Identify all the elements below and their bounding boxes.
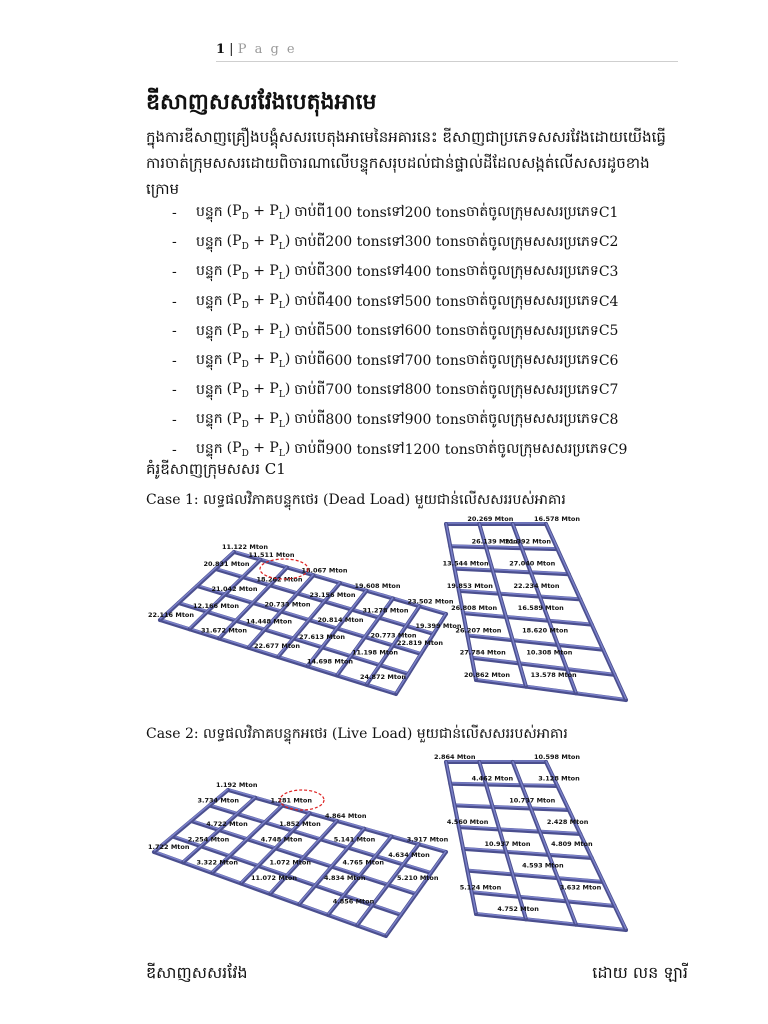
to-word: ទៅ (386, 204, 405, 221)
reaction-label: 4.809 Mton (551, 839, 593, 848)
load-formula (227, 203, 291, 222)
load-list-item (172, 346, 692, 376)
reaction-label: 10.598 Mton (534, 753, 581, 761)
reaction-label: 20.862 Mton (464, 671, 511, 679)
formula-mid: + P (248, 380, 279, 397)
load-formula (227, 381, 291, 400)
beam-highlight (472, 891, 615, 905)
load-list-item (172, 198, 692, 228)
reaction-label: 16.578 Mton (534, 516, 581, 523)
reaction-label: 4.634 Mton (388, 850, 430, 859)
load-to: 700 tons (404, 352, 467, 369)
load-to: 900 tons (404, 411, 467, 428)
load-formula (227, 440, 291, 459)
reaction-label: 1.852 Mton (279, 819, 321, 828)
reaction-label: 26.808 Mton (451, 604, 498, 613)
formula-mid: + P (248, 440, 279, 457)
from-word: ចាប់ពី (294, 322, 326, 339)
reaction-label: 20.831 Mton (203, 560, 250, 568)
load-to: 200 tons (404, 204, 467, 221)
beam (476, 914, 626, 930)
column-group: C1 (598, 204, 619, 221)
to-word: ទៅ (386, 233, 405, 250)
group-suffix: ចាត់ចូលក្រុមសសរប្រភេទ (466, 263, 599, 280)
to-word: ទៅ (386, 293, 405, 310)
section-heading: គំរូឌីសាញក្រុមសសរ C1 (146, 460, 286, 478)
formula-open: (P (226, 321, 242, 338)
reaction-label: 1.192 Mton (216, 781, 258, 789)
list-dash: - (172, 204, 177, 221)
load-formula (227, 263, 291, 282)
load-to: 300 tons (404, 234, 467, 251)
from-word: ចាប់ពី (294, 352, 326, 369)
formula-open: (P (226, 262, 242, 279)
formula-sub-dead: D (241, 360, 249, 371)
to-word: ទៅ (386, 352, 405, 369)
group-suffix: ចាត់ចូលក្រុមសសរប្រភេទ (466, 411, 599, 428)
reaction-label: 4.748 Mton (260, 835, 303, 844)
load-list-item (172, 405, 692, 435)
load-list-item (172, 316, 692, 346)
reaction-label: 14.448 Mton (246, 617, 293, 626)
reaction-label: 1.072 Mton (269, 858, 311, 867)
load-prefix: បន្ទុក (196, 411, 223, 428)
reaction-label: 27.040 Mton (509, 559, 556, 568)
reaction-label: 4.722 Mton (206, 819, 248, 828)
beam-highlight (463, 848, 592, 857)
reaction-label: 13.544 Mton (442, 559, 489, 568)
column-group: C3 (598, 263, 619, 280)
group-suffix: ចាត់ចូលក្រុមសសរប្រភេទ (466, 204, 599, 221)
formula-sub-live: L (278, 212, 285, 223)
reaction-label: 11.122 Mton (222, 543, 269, 551)
formula-close: ) (284, 262, 291, 279)
formula-sub-dead: D (241, 271, 249, 282)
reaction-label: 5.210 Mton (397, 874, 439, 882)
load-to: 400 tons (404, 263, 467, 280)
reaction-label: 4.560 Mton (446, 818, 489, 827)
group-suffix: ចាត់ចូលក្រុមសសរប្រភេទ (466, 381, 599, 398)
reaction-label: 22.677 Mton (254, 642, 301, 650)
footer-author: ដោយ លន ឡារី (592, 963, 688, 982)
beam (463, 849, 592, 858)
formula-close: ) (284, 351, 291, 368)
formula-sub-live: L (278, 389, 285, 400)
list-dash: - (172, 263, 177, 280)
reaction-label: 4.752 Mton (497, 905, 539, 913)
load-from: 200 tons (325, 234, 387, 251)
formula-open: (P (226, 351, 242, 368)
reaction-label: 4.864 Mton (325, 812, 367, 820)
column-group: C7 (598, 382, 619, 399)
beam (455, 569, 569, 575)
from-word: ចាប់ពី (294, 441, 326, 458)
load-prefix: បន្ទុក (196, 381, 223, 398)
reaction-label: 11.072 Mton (251, 874, 298, 882)
load-to: 800 tons (404, 382, 467, 399)
reaction-label: 3.632 Mton (559, 883, 602, 892)
load-from: 300 tons (325, 263, 387, 280)
formula-close: ) (284, 292, 291, 309)
reaction-label: 14.698 Mton (307, 657, 354, 666)
list-dash: - (172, 441, 177, 458)
list-dash: - (172, 352, 177, 369)
reaction-label: 18.067 Mton (301, 566, 348, 575)
group-suffix: ចាត់ចូលក្រុមសសរប្រភេទ (466, 322, 599, 339)
reaction-label: 21.042 Mton (211, 584, 258, 593)
formula-sub-dead: D (241, 419, 249, 430)
formula-sub-live: L (278, 419, 285, 430)
reaction-label: 24.872 Mton (360, 673, 407, 681)
reaction-label: 4.462 Mton (471, 774, 514, 783)
list-dash: - (172, 411, 177, 428)
formula-sub-dead: D (241, 389, 249, 400)
reaction-label: 20.814 Mton (317, 615, 364, 624)
reaction-label: 19.853 Mton (446, 581, 493, 590)
formula-close: ) (284, 321, 291, 338)
formula-sub-live: L (278, 300, 285, 311)
group-suffix: ចាត់ចូលក្រុមសសរប្រភេទ (466, 293, 599, 310)
formula-mid: + P (248, 292, 279, 309)
column-group: C8 (598, 411, 619, 428)
reaction-label: 2.864 Mton (434, 753, 476, 761)
reaction-label: 23.502 Mton (407, 597, 454, 606)
document-title: ឌីសាញសសរវែងបេតុងអាមេ (146, 89, 377, 115)
page-label: P a g e (237, 42, 297, 57)
load-prefix: បន្ទុក (196, 204, 223, 221)
group-suffix: ចាត់ចូលក្រុមសសរប្រភេទ (466, 352, 599, 369)
list-dash: - (172, 382, 177, 399)
reaction-label: 26.139 Mton (471, 537, 518, 546)
reaction-label: 22.819 Mton (397, 639, 444, 647)
reaction-label: 3.917 Mton (406, 835, 449, 844)
column-group: C2 (598, 234, 619, 251)
reaction-label: 22.116 Mton (148, 611, 195, 619)
formula-open: (P (226, 440, 242, 457)
formula-close: ) (284, 440, 291, 457)
from-word: ចាប់ពី (294, 204, 326, 221)
reaction-label: 3.734 Mton (197, 796, 239, 805)
column-group: C9 (607, 441, 628, 458)
load-from: 500 tons (325, 323, 387, 340)
formula-open: (P (226, 203, 242, 220)
beam (467, 635, 603, 649)
reaction-label: 31.672 Mton (201, 626, 248, 635)
beam-highlight (476, 679, 626, 699)
load-to: 1200 tons (404, 441, 475, 458)
formula-close: ) (284, 410, 291, 427)
reaction-label: 4.765 Mton (342, 858, 384, 867)
column-group: C6 (598, 352, 619, 369)
reaction-label: 23.156 Mton (309, 591, 356, 599)
load-list-item (172, 228, 692, 258)
load-group-list (172, 198, 692, 464)
beam-highlight (467, 870, 603, 881)
load-list-item (172, 376, 692, 406)
beam (459, 827, 580, 834)
beam-highlight (467, 634, 603, 648)
formula-sub-live: L (278, 241, 285, 252)
list-dash: - (172, 323, 177, 340)
formula-sub-dead: D (241, 448, 249, 459)
page-number: 1 (216, 42, 226, 57)
to-word: ទៅ (386, 381, 405, 398)
formula-sub-dead: D (241, 212, 249, 223)
page-separator: | (225, 42, 238, 57)
column-group: C4 (598, 293, 619, 310)
formula-close: ) (284, 380, 291, 397)
reaction-label: 20.773 Mton (370, 631, 417, 640)
formula-mid: + P (248, 410, 279, 427)
list-dash: - (172, 234, 177, 251)
live-load-figure (146, 752, 656, 952)
formula-open: (P (226, 410, 242, 427)
reaction-label: 22.234 Mton (513, 581, 560, 590)
formula-sub-live: L (278, 360, 285, 371)
from-word: ចាប់ពី (294, 381, 326, 398)
load-from: 700 tons (325, 382, 387, 399)
load-from: 800 tons (325, 411, 387, 428)
formula-sub-live: L (278, 448, 285, 459)
from-word: ចាប់ពី (294, 411, 326, 428)
to-word: ទៅ (386, 411, 405, 428)
column-group: C5 (598, 323, 619, 340)
load-formula (227, 351, 291, 370)
load-prefix: បន្ទុក (196, 352, 223, 369)
reaction-label: 5.124 Mton (459, 883, 502, 892)
from-word: ចាប់ពី (294, 233, 326, 250)
group-suffix: ចាត់ចូលក្រុមសសរប្រភេទ (466, 233, 599, 250)
formula-close: ) (284, 203, 291, 220)
formula-mid: + P (248, 262, 279, 279)
dead-load-structure-model (146, 516, 656, 722)
intro-paragraph: ក្នុងការឌីសាញគ្រឿងបង្គុំសសរបេតុងអាមេនៃអគារនេះ ឌីសាញជាប្រភេទសសរវែងដោយយើងធ្វើការចាត់ក្រុមសសរដោយពិចារណាលើបន្ទុកសរុបដល់ជាន់ផ្ទាល់ដីដែលសង្កត់លើសសរដូចខាងក្រោម (146, 128, 666, 198)
reaction-label: 3.322 Mton (196, 858, 238, 867)
reaction-label: 19.608 Mton (354, 581, 401, 590)
load-from: 600 tons (325, 352, 387, 369)
reaction-label: 10.737 Mton (509, 796, 556, 805)
formula-mid: + P (248, 232, 279, 249)
formula-mid: + P (248, 351, 279, 368)
reaction-label: 4.834 Mton (324, 874, 366, 882)
load-to: 500 tons (404, 293, 467, 310)
load-formula (227, 292, 291, 311)
beam (467, 871, 603, 882)
load-prefix: បន្ទុក (196, 441, 223, 458)
formula-open: (P (226, 232, 242, 249)
reaction-label: 1.722 Mton (148, 843, 190, 851)
reaction-label: 31.278 Mton (362, 606, 409, 615)
formula-sub-dead: D (241, 300, 249, 311)
reaction-label: 10.308 Mton (526, 648, 573, 657)
reaction-label: 13.578 Mton (530, 671, 577, 679)
beam (472, 892, 615, 906)
reaction-label: 12.166 Mton (193, 601, 240, 610)
reaction-label: 16.589 Mton (517, 604, 564, 613)
reaction-label: 21.392 Mton (504, 537, 551, 546)
beam (463, 613, 592, 624)
reaction-label: 18.262 Mton (256, 575, 303, 584)
load-formula (227, 411, 291, 430)
load-prefix: បន្ទុក (196, 322, 223, 339)
reaction-label: 11.198 Mton (352, 648, 399, 657)
formula-open: (P (226, 380, 242, 397)
load-list-item (172, 257, 692, 287)
formula-open: (P (226, 292, 242, 309)
to-word: ទៅ (386, 322, 405, 339)
beam-highlight (476, 913, 626, 929)
reaction-label: 19.399 Mton (415, 622, 462, 630)
formula-sub-dead: D (241, 241, 249, 252)
load-prefix: បន្ទុក (196, 233, 223, 250)
load-list-item (172, 287, 692, 317)
reaction-label: 5.141 Mton (333, 835, 376, 844)
reaction-label: 20.733 Mton (264, 600, 311, 609)
page-header (216, 42, 678, 62)
reaction-label: 26.207 Mton (455, 626, 502, 635)
beam (459, 591, 580, 600)
from-word: ចាប់ពី (294, 293, 326, 310)
load-to: 600 tons (404, 323, 467, 340)
reaction-label: 4.856 Mton (332, 897, 375, 906)
formula-close: ) (284, 232, 291, 249)
reaction-label: 2.428 Mton (546, 818, 589, 827)
load-from: 100 tons (325, 204, 387, 221)
from-word: ចាប់ពី (294, 263, 326, 280)
beam (476, 680, 626, 700)
reaction-label: 10.937 Mton (484, 839, 531, 848)
formula-mid: + P (248, 203, 279, 220)
list-dash: - (172, 293, 177, 310)
reaction-label: 27.784 Mton (459, 648, 506, 657)
reaction-label: 11.511 Mton (248, 550, 295, 559)
reaction-label: 4.593 Mton (522, 861, 564, 870)
beam-highlight (463, 612, 592, 623)
reaction-label: 18.620 Mton (522, 626, 569, 635)
case2-caption: Case 2: លទ្ធផលវិភាគបន្ទុកអថេរ (Live Load) មួយជាន់លើសសររបស់អាគារ (146, 726, 568, 742)
reaction-label: 2.254 Mton (187, 835, 230, 844)
load-formula (227, 322, 291, 341)
formula-sub-live: L (278, 330, 285, 341)
footer-title: ឌីសាញសសរវែង (146, 963, 248, 982)
reaction-label: 1.281 Mton (270, 796, 312, 805)
live-load-structure-model (146, 752, 656, 952)
formula-sub-live: L (278, 271, 285, 282)
to-word: ទៅ (386, 263, 405, 280)
reaction-label: 27.613 Mton (299, 632, 346, 641)
reaction-label: 3.128 Mton (538, 774, 580, 783)
dead-load-figure (146, 516, 656, 722)
formula-mid: + P (248, 321, 279, 338)
reaction-label: 20.269 Mton (467, 516, 514, 523)
load-from: 900 tons (325, 441, 387, 458)
to-word: ទៅ (386, 441, 405, 458)
case1-caption: Case 1: លទ្ធផលវិភាគបន្ទុកថេរ (Dead Load) មួយជាន់លើសសររបស់អាគារ (146, 492, 566, 508)
formula-sub-dead: D (241, 330, 249, 341)
load-prefix: បន្ទុក (196, 263, 223, 280)
load-prefix: បន្ទុក (196, 293, 223, 310)
group-suffix: ចាត់ចូលក្រុមសសរប្រភេទ (474, 441, 608, 458)
load-from: 400 tons (325, 293, 387, 310)
load-formula (227, 233, 291, 252)
